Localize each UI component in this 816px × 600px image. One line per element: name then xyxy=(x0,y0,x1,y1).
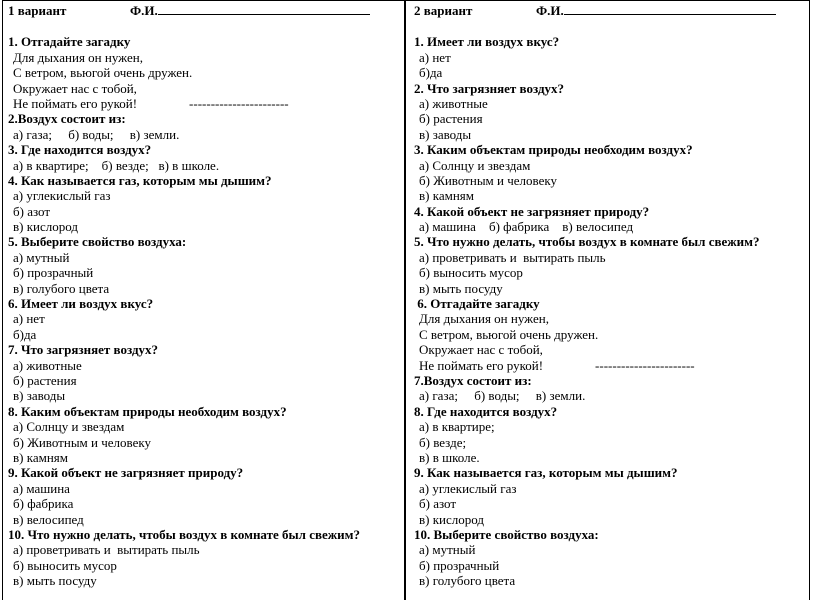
question-text: 10. Что нужно делать, чтобы воздух в комнате был свежим? xyxy=(8,526,361,542)
question-text: 8. Где находится воздух? xyxy=(414,403,558,419)
answer-option: в) кислород xyxy=(419,511,484,527)
answer-option: в) голубого цвета xyxy=(419,573,516,589)
answer-option: Не поймать его рукой! ----------------------- xyxy=(419,357,695,373)
question-text: 4. Как называется газ, которым мы дышим? xyxy=(8,172,272,188)
answer-option: а) машина б) фабрика в) велосипед xyxy=(419,219,634,235)
answer-option: б) фабрика xyxy=(13,496,74,512)
answer-option: а) газа; б) воды; в) земли. xyxy=(419,388,586,404)
question-text: 9. Какой объект не загрязняет природу? xyxy=(8,465,244,481)
question-text: 4. Какой объект не загрязняет природу? xyxy=(414,203,650,219)
answer-option: б) растения xyxy=(13,372,77,388)
variant-1-fio-label: Ф.И. xyxy=(130,3,158,18)
spacer-line xyxy=(414,19,806,34)
answer-option: а) проветривать и вытирать пыль xyxy=(419,249,606,265)
answer-option: Для дыхания он нужен, xyxy=(419,311,549,327)
variant-2-column xyxy=(414,2,806,588)
question-text: 6. Отгадайте загадку xyxy=(414,296,540,312)
answer-option: б) азот xyxy=(13,203,51,219)
answer-option: в) заводы xyxy=(13,388,66,404)
answer-option: б)да xyxy=(419,65,443,81)
answer-option: в) мыть посуду xyxy=(419,280,503,296)
column-divider xyxy=(404,0,406,600)
answer-option: в) мыть посуду xyxy=(13,573,97,589)
spacer-line xyxy=(8,19,400,34)
variant-2-fio-label: Ф.И. xyxy=(536,3,564,18)
variant-2-header xyxy=(414,2,806,19)
answer-option: а) в квартире; xyxy=(419,419,495,435)
answer-option: Окружает нас с тобой, xyxy=(419,342,543,358)
answer-option: б)да xyxy=(13,326,37,342)
question-text: 6. Имеет ли воздух вкус? xyxy=(8,296,154,312)
answer-option: в) велосипед xyxy=(13,511,84,527)
question-text: 7. Что загрязняет воздух? xyxy=(8,342,159,358)
answer-option: а) мутный xyxy=(419,542,476,558)
question-text: 3. Каким объектам природы необходим воздух? xyxy=(414,142,693,158)
answer-option: б) везде; xyxy=(419,434,467,450)
answer-option: в) заводы xyxy=(419,126,472,142)
answer-option: в) кислород xyxy=(13,219,78,235)
answer-option: а) углекислый газ xyxy=(419,480,517,496)
question-text: 7.Воздух состоит из: xyxy=(414,372,532,388)
answer-option: а) газа; б) воды; в) земли. xyxy=(13,126,180,142)
answer-option: б) растения xyxy=(419,111,483,127)
answer-option: б) выносить мусор xyxy=(419,265,523,281)
question-text: 1. Имеет ли воздух вкус? xyxy=(414,34,560,50)
variant-1-header xyxy=(8,2,400,19)
answer-option: в) голубого цвета xyxy=(13,280,110,296)
answer-option: в) камням xyxy=(419,188,474,204)
variant-1-title: 1 вариант xyxy=(8,3,67,18)
answer-option: Окружает нас с тобой, xyxy=(13,80,137,96)
answer-option: б) прозрачный xyxy=(419,557,500,573)
answer-option: б) азот xyxy=(419,496,457,512)
answer-option: в) камням xyxy=(13,449,68,465)
answer-option: а) животные xyxy=(419,95,488,111)
answer-option: б) прозрачный xyxy=(13,265,94,281)
question-text: 8. Каким объектам природы необходим воздух? xyxy=(8,403,287,419)
variant-2-title: 2 вариант xyxy=(414,3,473,18)
answer-option: а) нет xyxy=(419,49,451,65)
answer-option: а) углекислый газ xyxy=(13,188,111,204)
variant-1-fio-line xyxy=(158,3,370,15)
answer-option: а) проветривать и вытирать пыль xyxy=(13,542,200,558)
answer-option: а) в квартире; б) везде; в) в школе. xyxy=(13,157,220,173)
variant-2-questions xyxy=(414,19,806,588)
answer-option: в) в школе. xyxy=(419,449,480,465)
answer-option: б) Животным и человеку xyxy=(419,172,557,188)
variant-1-questions xyxy=(8,19,400,588)
question-text: 1. Отгадайте загадку xyxy=(8,34,131,50)
answer-option: б) Животным и человеку xyxy=(13,434,151,450)
answer-option: а) мутный xyxy=(13,249,70,265)
answer-option: а) Солнцу и звездам xyxy=(419,157,531,173)
question-text: 9. Как называется газ, которым мы дышим? xyxy=(414,465,678,481)
answer-option: б) выносить мусор xyxy=(13,557,117,573)
question-text: 5. Выберите свойство воздуха: xyxy=(8,234,187,250)
question-text: 2.Воздух состоит из: xyxy=(8,111,126,127)
question-text: 2. Что загрязняет воздух? xyxy=(414,80,565,96)
answer-option: Не поймать его рукой! ----------------------- xyxy=(13,95,289,111)
question-text: 10. Выберите свойство воздуха: xyxy=(414,526,599,542)
variant-1-column xyxy=(8,2,400,588)
question-text: 5. Что нужно делать, чтобы воздух в комнате был свежим? xyxy=(414,234,760,250)
answer-option: а) Солнцу и звездам xyxy=(13,419,125,435)
answer-option: С ветром, вьюгой очень дружен. xyxy=(13,65,193,81)
answer-option: а) машина xyxy=(13,480,70,496)
answer-option: Для дыхания он нужен, xyxy=(13,49,143,65)
question-text: 3. Где находится воздух? xyxy=(8,142,152,158)
variant-2-fio-line xyxy=(564,3,776,15)
answer-option: С ветром, вьюгой очень дружен. xyxy=(419,326,599,342)
answer-option: а) нет xyxy=(13,311,45,327)
answer-option: а) животные xyxy=(13,357,82,373)
